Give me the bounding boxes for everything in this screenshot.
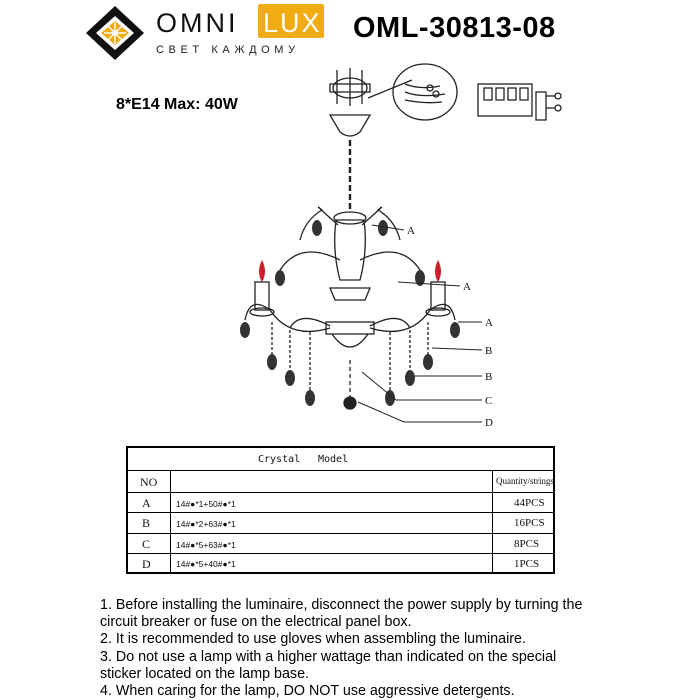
lamp-spec: 8*E14 Max: 40W	[116, 96, 238, 113]
note-item: 4. When caring for the lamp, DO NOT use aggressive detergents.	[100, 683, 515, 700]
callout-label: C	[485, 395, 493, 407]
callout-label: B	[485, 371, 493, 383]
table-header-row	[128, 470, 553, 493]
chandelier-drawing	[0, 60, 700, 440]
terminal-block-icon	[478, 84, 561, 120]
note-item: 1. Before installing the luminaire, disconnect the power supply by turning the circuit breaker or fuse on the electrical panel box.	[100, 597, 583, 631]
callout-label: B	[485, 345, 493, 357]
callout-label: A	[463, 281, 471, 293]
brand-logo	[84, 4, 324, 62]
table-caption-model: Model	[318, 454, 349, 465]
brand-name-omni: OMNI	[156, 8, 239, 38]
wiring-detail-icon	[368, 64, 457, 120]
brand-tagline: СВЕТ КАЖДОМУ	[156, 44, 300, 56]
table-divider	[170, 470, 171, 572]
table-row: B 14#●*2+63#●*1 16PCS	[128, 512, 553, 534]
model-number: OML-30813-08	[353, 12, 556, 44]
brand-name-lux-badge	[258, 4, 324, 38]
table-row: A 14#●*1+50#●*1 44PCS	[128, 492, 553, 513]
table-row: D 14#●*5+40#●*1 1PCS	[128, 553, 553, 573]
callout-label: A	[407, 225, 415, 237]
table-divider	[492, 470, 493, 572]
diamond-logo-icon	[84, 4, 146, 62]
callout-label: A	[485, 317, 493, 329]
crystal-table	[126, 446, 555, 574]
instruction-notes	[100, 597, 600, 700]
table-row: C 14#●*5+63#●*1 8PCS	[128, 533, 553, 554]
header-no: NO	[140, 475, 158, 489]
mounting-bracket-icon	[330, 68, 370, 106]
brand-name-lux: LUX	[263, 8, 322, 38]
table-caption-crystal: Crystal	[258, 454, 301, 465]
header-qty: Quantity/strings	[496, 476, 554, 486]
note-item: 3. Do not use a lamp with a higher wattage than indicated on the special sticker located on the lamp base.	[100, 648, 557, 682]
note-item: 2. It is recommended to use gloves when assembling the luminaire.	[100, 631, 526, 648]
callout-label: D	[485, 417, 493, 429]
